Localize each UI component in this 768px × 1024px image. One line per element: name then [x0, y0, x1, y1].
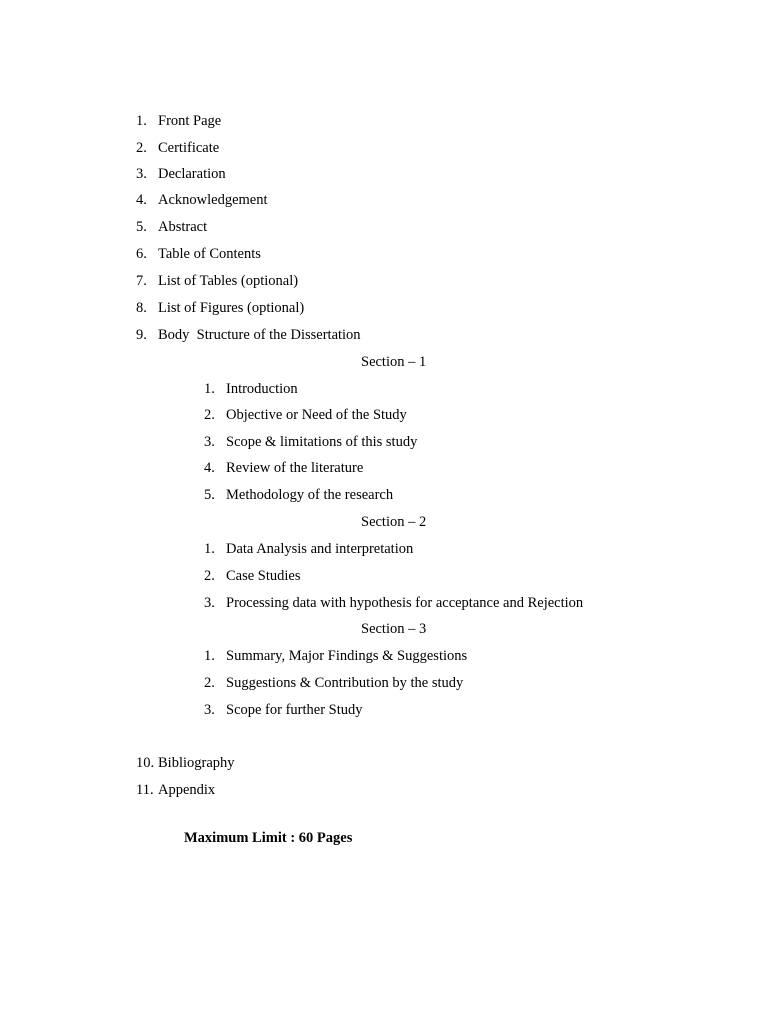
list-number: 8. [136, 300, 147, 316]
list-text: Declaration [158, 166, 226, 182]
list-number: 6. [136, 246, 147, 262]
section-heading-3: Section – 3 [361, 621, 427, 637]
list-text: Objective or Need of the Study [226, 407, 407, 423]
list-text: Introduction [226, 381, 298, 397]
list-text: Acknowledgement [158, 192, 268, 208]
list-text: Scope & limitations of this study [226, 434, 418, 450]
list-number: 4. [204, 460, 215, 476]
section-heading-1: Section – 1 [361, 354, 427, 370]
list-number: 3. [136, 166, 147, 182]
list-text: Summary, Major Findings & Suggestions [226, 648, 468, 664]
list-text: Processing data with hypothesis for acceptance and Rejection [226, 595, 584, 611]
list-number: 3. [204, 595, 215, 611]
list-text: Abstract [158, 219, 208, 235]
list-number: 11. [136, 782, 154, 798]
list-number: 5. [204, 487, 215, 503]
list-text: Data Analysis and interpretation [226, 541, 414, 557]
list-text: Scope for further Study [226, 702, 363, 718]
list-number: 4. [136, 192, 147, 208]
list-text: Methodology of the research [226, 487, 394, 503]
list-number: 2. [204, 675, 215, 691]
list-text: Appendix [158, 782, 216, 798]
list-text: Suggestions & Contribution by the study [226, 675, 464, 691]
list-number: 3. [204, 702, 215, 718]
list-number: 3. [204, 434, 215, 450]
list-number: 7. [136, 273, 147, 289]
list-text: Case Studies [226, 568, 301, 584]
list-text: Body Structure of the Dissertation [158, 327, 361, 343]
list-text: Certificate [158, 140, 220, 156]
page-limit-note: Maximum Limit : 60 Pages [184, 830, 353, 846]
list-text: Table of Contents [158, 246, 261, 262]
list-text: Front Page [158, 113, 222, 129]
list-number: 1. [204, 648, 215, 664]
list-number: 9. [136, 327, 147, 343]
list-number: 5. [136, 219, 147, 235]
list-number: 2. [136, 140, 147, 156]
list-number: 2. [204, 407, 215, 423]
list-number: 1. [204, 541, 215, 557]
list-number: 10. [136, 755, 155, 771]
list-number: 1. [136, 113, 147, 129]
list-text: List of Tables (optional) [158, 273, 299, 289]
list-text: List of Figures (optional) [158, 300, 305, 316]
list-number: 1. [204, 381, 215, 397]
list-text: Bibliography [158, 755, 235, 771]
list-number: 2. [204, 568, 215, 584]
section-heading-2: Section – 2 [361, 514, 427, 530]
list-text: Review of the literature [226, 460, 364, 476]
